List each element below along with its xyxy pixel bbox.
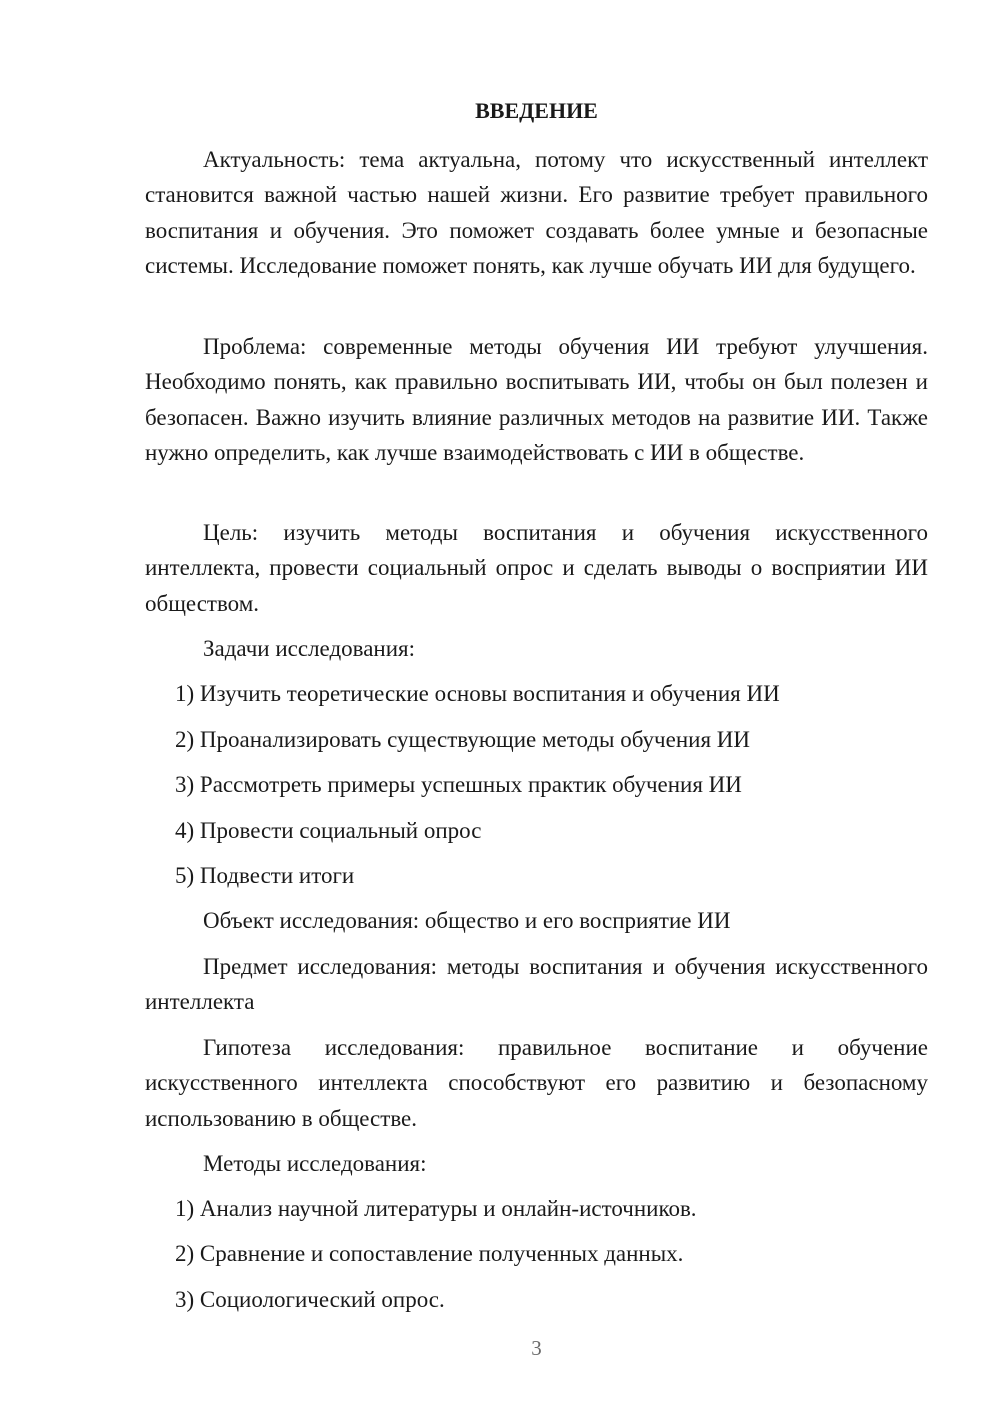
- task-item-2: 2) Проанализировать существующие методы обучения ИИ: [175, 727, 750, 752]
- object-line: Объект исследования: общество и его восприятие ИИ: [203, 908, 731, 933]
- relevance-paragraph: Актуальность: тема актуальна, потому что искусственный интеллект становится важной частью нашей жизни. Его развитие требует правильного воспитания и обучения. Это поможет создавать более умные и безопасные системы. Исследование поможет понять, как лучше обучать ИИ для будущего.: [145, 147, 928, 279]
- task-item-3: 3) Рассмотреть примеры успешных практик обучения ИИ: [175, 772, 742, 797]
- task-item-4: 4) Провести социальный опрос: [175, 818, 482, 843]
- method-item-1: 1) Анализ научной литературы и онлайн-источников.: [175, 1196, 697, 1221]
- goal-paragraph: Цель: изучить методы воспитания и обучения искусственного интеллекта, провести социальный опрос и сделать выводы о восприятии ИИ обществом.: [145, 520, 928, 616]
- method-item-2: 2) Сравнение и сопоставление полученных данных.: [175, 1241, 684, 1266]
- task-item-1: 1) Изучить теоретические основы воспитания и обучения ИИ: [175, 681, 780, 706]
- tasks-heading: Задачи исследования:: [203, 636, 416, 661]
- hypothesis-paragraph: Гипотеза исследования: правильное воспитание и обучение искусственного интеллекта способствуют его развитию и безопасному использованию в обществе.: [145, 1035, 928, 1131]
- methods-heading: Методы исследования:: [203, 1151, 427, 1176]
- task-item-5: 5) Подвести итоги: [175, 863, 355, 888]
- method-item-3: 3) Социологический опрос.: [175, 1287, 445, 1312]
- page-number: 3: [531, 1336, 542, 1360]
- page-title: ВВЕДЕНИЕ: [475, 98, 598, 123]
- problem-paragraph: Проблема: современные методы обучения ИИ требуют улучшения. Необходимо понять, как правильно воспитывать ИИ, чтобы он был полезен и безопасен. Важно изучить влияние различных методов на развитие ИИ. Также нужно определить, как лучше взаимодействовать с ИИ в обществе.: [145, 334, 928, 466]
- subject-paragraph: Предмет исследования: методы воспитания и обучения искусственного интеллекта: [145, 954, 928, 1015]
